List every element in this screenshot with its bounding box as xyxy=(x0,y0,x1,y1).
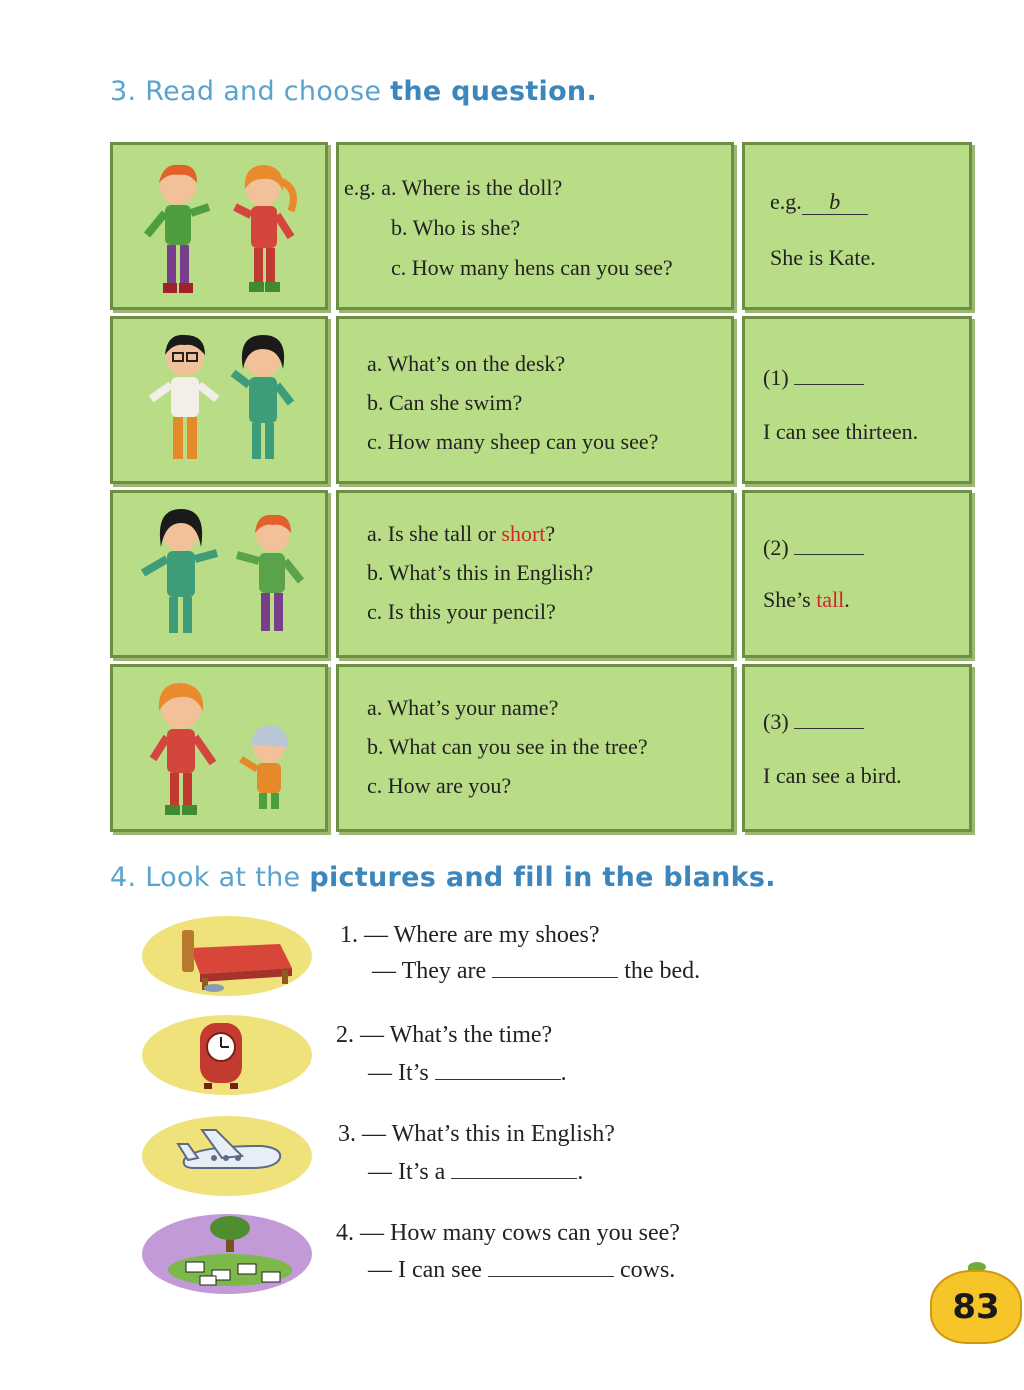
option-b: b. Who is she? xyxy=(391,215,521,240)
question-2: 2. — What’s the time? xyxy=(336,1022,553,1048)
answer-blank[interactable] xyxy=(794,383,864,385)
picture-box-kids-2 xyxy=(110,316,328,484)
picture-box-girl-boy xyxy=(110,664,328,832)
question-box-3 xyxy=(336,664,734,832)
option-b: b. What can you see in the tree? xyxy=(367,734,648,759)
question-box-example xyxy=(336,142,734,310)
question-box-2 xyxy=(336,490,734,658)
fill-blank-2[interactable] xyxy=(435,1078,561,1080)
answer-label: (2) xyxy=(763,535,864,561)
answer-box-1 xyxy=(742,316,972,484)
picture-box-kids-1 xyxy=(110,142,328,310)
two-children-illustration xyxy=(113,145,325,307)
answer-blank[interactable] xyxy=(794,553,864,555)
option-b: b. What’s this in English? xyxy=(367,560,594,585)
plane-picture xyxy=(142,1116,312,1196)
fill-blank-3[interactable] xyxy=(451,1177,577,1179)
fill-blank-1[interactable] xyxy=(492,976,618,978)
option-a: e.g. a. Where is the doll? xyxy=(344,175,563,200)
option-c: c. How are you? xyxy=(367,773,512,798)
clock-icon xyxy=(142,1015,312,1095)
answer-label: (1) xyxy=(763,365,864,391)
plane-icon xyxy=(142,1116,312,1196)
picture-box-kids-3 xyxy=(110,490,328,658)
question-3: 3. — What’s this in English? xyxy=(338,1121,615,1147)
section-title-bold: pictures and fill in the blanks. xyxy=(309,862,776,893)
page-number-badge: 83 xyxy=(930,1270,1022,1344)
answer-box-3 xyxy=(742,664,972,832)
two-children-illustration xyxy=(113,319,325,481)
question-box-1 xyxy=(336,316,734,484)
option-a: a. What’s on the desk? xyxy=(367,351,566,376)
option-a: a. What’s your name? xyxy=(367,695,559,720)
girl-and-boy-illustration xyxy=(113,667,325,829)
bed-icon xyxy=(142,916,312,996)
answer-box-example xyxy=(742,142,972,310)
section-number: 4. xyxy=(110,862,137,893)
section-4-title xyxy=(110,862,776,893)
section-3-title xyxy=(110,76,597,107)
answer-blank[interactable] xyxy=(794,727,864,729)
cows-icon xyxy=(142,1214,312,1294)
bed-picture xyxy=(142,916,312,996)
answer-line-4: — I can see cows. xyxy=(368,1257,676,1283)
answer-example-value: b xyxy=(802,190,868,215)
answer-box-2 xyxy=(742,490,972,658)
two-children-illustration xyxy=(113,493,325,655)
answer-label: (3) xyxy=(763,709,864,735)
section-number: 3. xyxy=(110,76,137,107)
option-c: c. How many sheep can you see? xyxy=(367,429,659,454)
response-text: She is Kate. xyxy=(770,245,876,270)
response-text: She’s tall. xyxy=(763,587,850,612)
answer-line-3: — It’s a . xyxy=(368,1159,584,1185)
fill-blank-4[interactable] xyxy=(488,1275,614,1277)
cows-picture xyxy=(142,1214,312,1294)
option-b: b. Can she swim? xyxy=(367,390,523,415)
question-1: 1. — Where are my shoes? xyxy=(340,922,600,948)
option-c: c. How many hens can you see? xyxy=(391,255,673,280)
clock-picture xyxy=(142,1015,312,1095)
section-title-text: Look at the xyxy=(145,862,301,893)
answer-label: e.g. b xyxy=(770,189,868,215)
option-a: a. Is she tall or short? xyxy=(367,521,556,546)
response-text: I can see a bird. xyxy=(763,763,902,788)
section-title-bold: the question. xyxy=(390,76,598,107)
question-4: 4. — How many cows can you see? xyxy=(336,1220,680,1246)
option-c: c. Is this your pencil? xyxy=(367,599,556,624)
section-title-text: Read and choose xyxy=(145,76,382,107)
response-text: I can see thirteen. xyxy=(763,419,919,444)
answer-line-1: — They are the bed. xyxy=(372,958,701,984)
answer-line-2: — It’s . xyxy=(368,1060,567,1086)
